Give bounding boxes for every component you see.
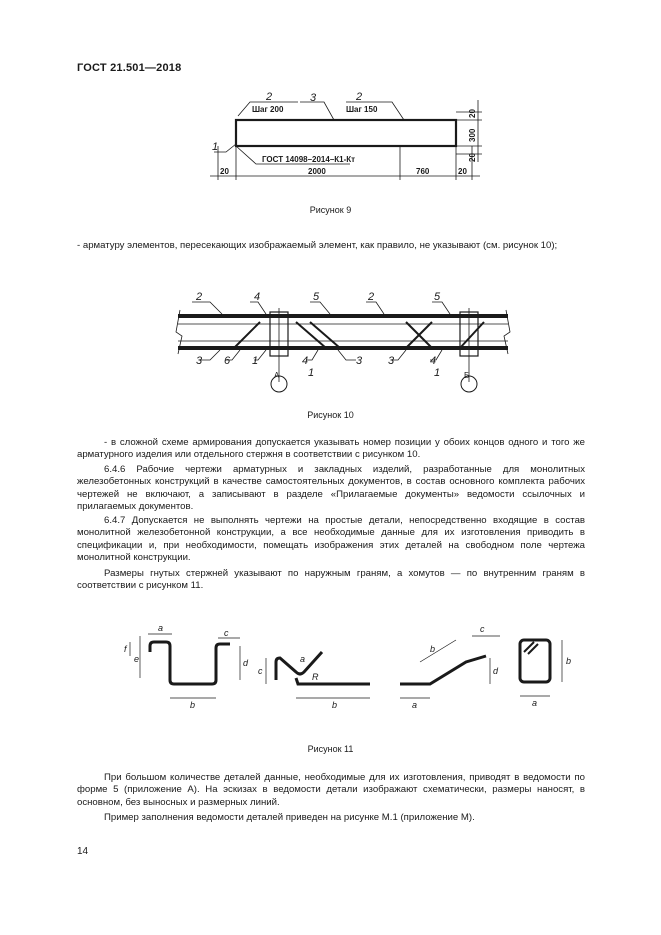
- fig10-axis-a: А: [274, 371, 280, 380]
- fig9-pos-2b: 2: [356, 92, 363, 103]
- paragraph-1: - арматуру элементов, пересекающих изображаемый элемент, как правило, не указывают (см. рисунок 10);: [77, 240, 558, 251]
- fig10-bottom-6: 6: [224, 355, 231, 367]
- fig11-dim-a4: a: [532, 698, 538, 708]
- paragraph-3: 6.4.6 Рабочие чертежи арматурных и закладных изделий, разработанные для монолитных железобетонных конструкций в качестве самостоятельных документов, в состав основного комплекта рабочих чертежей не включают, а записывают в разделе «Прилагаемые документы» ведомости ссылочных и прилагаемых документов.: [77, 464, 585, 513]
- fig10-top-2b: 2: [368, 292, 375, 303]
- fig11-dim-a1: a: [158, 623, 164, 633]
- fig10-top-5b: 5: [434, 292, 441, 303]
- paragraph-6: При большом количестве деталей данные, необходимые для их изготовления, приводят в ведомости по форме 5 (приложение А). На эскизах в ведомости детали изображают схематически, размеры наносят, в основном, без выносных и размерных линий.: [77, 772, 585, 808]
- fig9-step-150: Шаг 150: [346, 105, 378, 114]
- fig9-dim-20a: 20: [220, 167, 229, 176]
- fig10-top-4a: 4: [254, 292, 261, 303]
- fig10-bottom-3c: 3: [388, 355, 395, 367]
- document-header: ГОСТ 21.501—2018: [77, 62, 182, 74]
- fig9-dim-20b: 20: [458, 167, 467, 176]
- fig10-bottom-3a: 3: [196, 355, 203, 367]
- fig9-pos-1: 1: [212, 141, 219, 153]
- fig11-dim-b3: b: [430, 644, 436, 654]
- fig10-bottom-1b: 1: [308, 367, 315, 379]
- figure-11-drawing: [100, 618, 580, 710]
- fig9-pos-3: 3: [310, 92, 317, 104]
- fig11-dim-a2: a: [300, 654, 306, 664]
- fig10-top-5a: 5: [313, 292, 320, 303]
- fig10-bottom-4c: 4: [430, 355, 437, 367]
- figure-11-caption: Рисунок 11: [307, 744, 354, 754]
- fig9-gost-ref: ГОСТ 14098–2014–К1-Кт: [262, 155, 356, 164]
- fig11-dim-d1: d: [243, 658, 249, 668]
- fig11-radius: R: [312, 672, 319, 682]
- fig11-dim-c3: c: [480, 624, 485, 634]
- fig11-dim-b4: b: [566, 656, 572, 666]
- fig10-bottom-4b: 4: [302, 355, 309, 367]
- paragraph-5: Размеры гнутых стержней указывают по наружным граням, а хомутов — по внутренним граням в соответствии с рисунком 11.: [77, 568, 585, 592]
- fig9-dim-760: 760: [416, 167, 430, 176]
- fig9-pos-2a: 2: [266, 92, 273, 103]
- fig11-dim-b1: b: [190, 700, 196, 710]
- fig11-dim-e: e: [134, 654, 140, 664]
- figure-10-drawing: [170, 292, 515, 398]
- fig9-vdim-20a: 20: [468, 109, 477, 118]
- fig9-vdim-20b: 20: [468, 153, 477, 162]
- figure-10-caption: Рисунок 10: [307, 410, 354, 420]
- paragraph-2: - в сложной схеме армирования допускается указывать номер позиции у обоих концов одного и того же арматурного изделия или отдельного стержня в соответствии с рисунком 10.: [77, 437, 585, 461]
- paragraph-4: 6.4.7 Допускается не выполнять чертежи на простые детали, непосредственно входящие в состав монолитной железобетонной конструкции, а все необходимые данные для их изготовления приводить в спецификации и, при необходимости, помещать изображения этих деталей на свободном поле чертежа монолитной конструкции.: [77, 515, 585, 564]
- fig9-vdim-300: 300: [468, 128, 477, 142]
- fig11-dim-c1: c: [224, 628, 229, 638]
- page-number: 14: [77, 846, 89, 857]
- fig10-bottom-3b: 3: [356, 355, 363, 367]
- paragraph-7: Пример заполнения ведомости деталей приведен на рисунке М.1 (приложение М).: [104, 812, 475, 823]
- fig11-dim-f: f: [124, 644, 127, 654]
- fig10-bottom-1c: 1: [434, 367, 441, 379]
- figure-9-drawing: [200, 92, 490, 187]
- fig9-step-200: Шаг 200: [252, 105, 284, 114]
- fig11-dim-d3: d: [493, 666, 499, 676]
- fig9-dim-2000: 2000: [308, 167, 326, 176]
- fig10-bottom-1a: 1: [252, 355, 259, 367]
- fig11-dim-b2: b: [332, 700, 338, 710]
- fig11-dim-a3: a: [412, 700, 418, 710]
- fig10-top-2a: 2: [196, 292, 203, 303]
- fig11-dim-c2: c: [258, 666, 263, 676]
- figure-9-caption: Рисунок 9: [309, 205, 352, 215]
- fig10-axis-b: Б: [464, 371, 470, 380]
